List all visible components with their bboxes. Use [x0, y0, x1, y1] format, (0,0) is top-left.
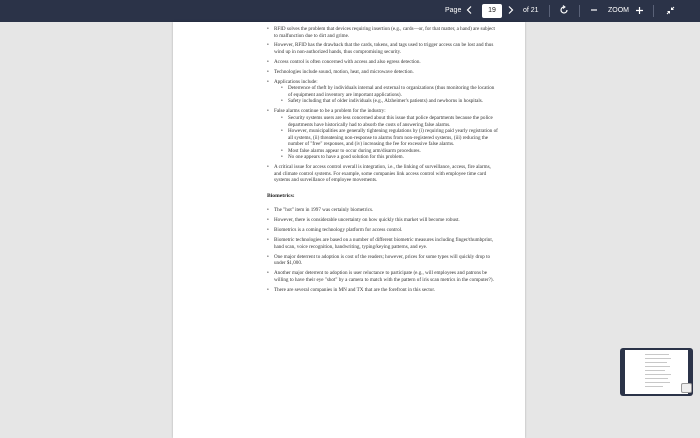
bullet-item: • Another major deterrent to adoption is user reluctance to participate (e.g., will employees and patrons be willing to have their eye "shot" by a camera to match with the pattern of iris scan metrics in the computer?). [267, 270, 499, 283]
total-pages-label: of 21 [523, 7, 539, 14]
bullet-item [267, 26, 499, 39]
collapse-arrows-icon[interactable] [663, 0, 677, 22]
page-number-input[interactable]: 19 [482, 4, 502, 18]
chevron-right-icon[interactable] [504, 0, 518, 22]
bullet-text: Access control is often concerned with access and also egress detection. [274, 58, 421, 65]
bullet-text: A critical issue for access control overall is integration, i.e., the linking of surveillance, access, fire alarms, and climate control systems. For example, some companies link access control with employee time card systems and surveillance of employee movements. [274, 164, 491, 184]
thumbnail-page [625, 350, 688, 394]
sub-bullet-item: • Safety including that of older individuals (e.g., Alzheimer's patients) and newborns in hospitals. [274, 98, 499, 105]
sub-bullet-item: • Most false alarms appear to occur during arm/disarm procedures. [274, 148, 499, 155]
toolbar-divider [653, 5, 654, 17]
bullet-item [267, 69, 499, 76]
section-heading: Biometrics: [267, 192, 295, 199]
bullet-item [267, 108, 499, 160]
bullet-item [267, 59, 499, 66]
sub-bullet-item: • However, municipalities are generally tightening regulations by (i) requiring paid yearly registration of all systems, (ii) threatening non-response to alarms from non-registered systems, (iii) reducing the number of "free" responses, and (iv) increasing the fee for excessive false alarms. [274, 128, 499, 148]
bullet-item [267, 79, 499, 105]
bullet-text: However, RFID has the drawback that the cards, tokens, and tags used to trigger access can be lost and thus wind up in non-authorized hands, thus compromising security. [274, 42, 494, 56]
zoom-label: ZOOM [608, 7, 629, 14]
bullet-item: • There are several companies in MN and TX that are the forefront in this sector. [267, 287, 499, 294]
bullet-text: False alarms continue to be a problem for the industry: [274, 108, 386, 115]
bullet-item: • However, there is considerable uncertainty on how quickly this market will become robust. [267, 217, 499, 224]
pdf-toolbar [0, 0, 700, 22]
scroll-handle[interactable] [681, 383, 692, 393]
page-content [267, 26, 499, 297]
rotate-icon[interactable] [557, 0, 571, 22]
bullet-item [267, 42, 499, 55]
bullet-item: • The "hot" item in 1997 was certainly biometrics. [267, 207, 499, 214]
toolbar-divider [579, 5, 580, 17]
sub-bullet-item: • Security systems users are less concerned about this issue that police departments because the police departments have historically had to absorb the costs of answering false alarms. [274, 115, 499, 128]
bullet-item [267, 164, 499, 184]
chevron-left-icon[interactable] [462, 0, 476, 22]
sub-bullet-item: • Deterrence of theft by individuals internal and external to organizations (thus monitoring the location of equipment and inventory are important applications). [274, 85, 499, 98]
bullet-text: Technologies include sound, motion, heat, and microwave detection. [274, 68, 414, 75]
minus-icon[interactable] [587, 0, 601, 22]
bullet-text: RFID solves the problem that devices requiring insertion (e.g., cards—or, for that matter, a hand) are subject to malfunction due to dirt and grime. [274, 26, 495, 39]
bullet-item: • One major deterrent to adoption is cost of the readers; however, prices for some types will quickly drop to under $1,000. [267, 254, 499, 267]
document-page [173, 22, 525, 438]
bullet-item: • Biometric technologies are based on a number of different biometric measures including finger/thumbprint, hand scan, voice recognition, handwriting, typing/keying patterns, and eye. [267, 237, 499, 250]
toolbar-divider [549, 5, 550, 17]
bullet-item: • Biometrics is a coming technology platform for access control. [267, 227, 499, 234]
page-label: Page [445, 7, 462, 14]
sub-bullet-item: • No one appears to have a good solution for this problem. [274, 154, 499, 161]
plus-icon[interactable] [632, 0, 646, 22]
bullet-text: Applications include: [274, 78, 318, 85]
